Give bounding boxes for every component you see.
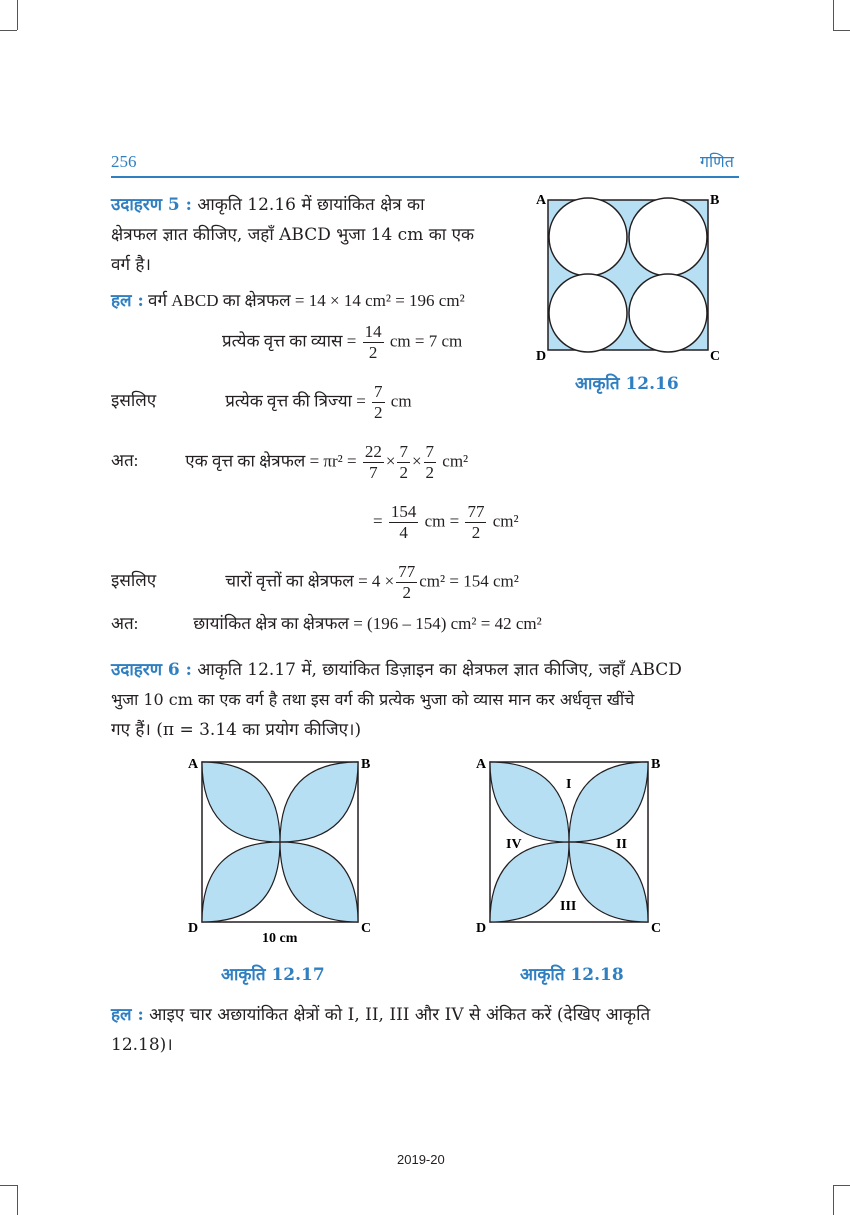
- fraction: [389, 502, 419, 543]
- example5-text-3: वर्ग है।: [111, 255, 151, 275]
- solution5-line1: [111, 288, 465, 311]
- equals: =: [373, 511, 383, 531]
- numerator: 7: [425, 442, 435, 461]
- result: cm² = 154 cm²: [419, 571, 519, 591]
- line-lead: इसलिए: [111, 571, 157, 591]
- fraction: [396, 562, 417, 603]
- figure-12-17: [180, 752, 380, 952]
- example5-paragraph: [111, 190, 511, 280]
- solution5-line3: [111, 382, 531, 423]
- circle-bottom-left: [549, 274, 627, 352]
- solution5-line2: [222, 322, 462, 363]
- fraction: [397, 442, 410, 483]
- region-label-iv: IV: [506, 837, 522, 852]
- line-lead: अत:: [111, 614, 139, 633]
- fraction: [424, 442, 437, 483]
- corner-d: D: [536, 349, 547, 364]
- denominator: 7: [369, 463, 378, 482]
- denominator: 2: [471, 523, 481, 542]
- corner-a: A: [536, 193, 547, 208]
- fraction: [372, 382, 385, 423]
- crop-mark-top-right-h: [833, 30, 850, 31]
- figure-12-16: [528, 188, 728, 368]
- denominator: 2: [368, 343, 378, 362]
- caption-12-17: आकृति 12.17: [221, 965, 325, 985]
- circle-top-left: [549, 198, 627, 276]
- solution5-line7: [111, 611, 542, 634]
- solution5-line4: अत: एक वृत्त का क्षेत्रफल = πr² = $\frac{22}{7}$ × $\frac{7}{2}$ × $\frac{7}{2}$ cm²: [111, 442, 469, 482]
- solution5-line6: [111, 562, 519, 603]
- solution5-label: हल :: [111, 291, 144, 311]
- side-length-label: 10 cm: [262, 931, 298, 946]
- line-lead: अत:: [111, 451, 139, 471]
- circle-top-right: [629, 198, 707, 276]
- numerator: 7: [374, 382, 383, 401]
- corner-c: C: [361, 921, 372, 936]
- shaded-area-result: छायांकित क्षेत्र का क्षेत्रफल = (196 – 154) cm² = 42 cm²: [193, 614, 542, 633]
- corner-b: B: [361, 757, 371, 772]
- numerator: 154: [390, 502, 417, 521]
- example6-label: उदाहरण 6 :: [111, 660, 192, 680]
- subject-title: गणित: [700, 152, 734, 171]
- region-label-ii: II: [616, 837, 627, 852]
- numerator: 77: [398, 562, 416, 581]
- corner-c: C: [651, 921, 662, 936]
- region-label-i: I: [566, 777, 572, 792]
- diameter-label: प्रत्येक वृत्त का व्यास =: [222, 331, 357, 351]
- page-number: 256: [111, 152, 137, 171]
- example6-text-2: भुजा 10 cm का एक वर्ग है तथा इस वर्ग की प्रत्येक भुजा को व्यास मान कर अर्धवृत्त खींचे: [111, 690, 635, 709]
- denominator: 2: [399, 463, 408, 482]
- example5-text-2: क्षेत्रफल ज्ञात कीजिए, जहाँ ABCD भुजा 14 cm का एक: [111, 225, 475, 245]
- crop-mark-bottom-right: [833, 1185, 834, 1215]
- solution6-text-2: 12.18)।: [111, 1035, 173, 1055]
- multiplier: 4 ×: [371, 571, 395, 591]
- figure-12-18: [470, 752, 670, 952]
- crop-mark-top-left-h: [0, 30, 17, 31]
- unit: cm²: [442, 451, 469, 471]
- radius-label: प्रत्येक वृत्त की त्रिज्या =: [225, 391, 366, 411]
- corner-d: D: [188, 921, 199, 936]
- corner-b: B: [710, 193, 720, 208]
- denominator: 2: [425, 463, 435, 482]
- crop-mark-bottom-right-h: [833, 1185, 850, 1186]
- example6-text-3: गए हैं। (π = 3.14 का प्रयोग कीजिए।): [111, 720, 362, 740]
- solution6-text-1: आइए चार अछायांकित क्षेत्रों को I, II, III और IV से अंकित करें (देखिए आकृति: [149, 1005, 651, 1025]
- denominator: 4: [399, 523, 408, 542]
- solution6-label: हल :: [111, 1005, 144, 1025]
- radius-unit: cm: [390, 391, 412, 411]
- fraction: [363, 322, 384, 363]
- example6-text-1: आकृति 12.17 में, छायांकित डिज़ाइन का क्षेत्रफल ज्ञात कीजिए, जहाँ ABCD: [197, 660, 682, 680]
- corner-a: A: [188, 757, 199, 772]
- fraction: [465, 502, 486, 543]
- four-circles-area-label: चारों वृत्तों का क्षेत्रफल =: [225, 571, 368, 591]
- corner-d: D: [476, 921, 487, 936]
- corner-a: A: [476, 757, 487, 772]
- solution5-line5: [373, 502, 519, 543]
- unit: cm²: [492, 511, 519, 531]
- caption-12-16: आकृति 12.16: [575, 374, 679, 394]
- unit-equals: cm =: [424, 511, 460, 531]
- numerator: 14: [364, 322, 382, 341]
- example5-label: उदाहरण 5 :: [111, 195, 192, 215]
- example6-paragraph: [111, 655, 741, 745]
- diameter-value: cm = 7 cm: [389, 331, 463, 351]
- corner-c: C: [710, 349, 721, 364]
- example5-text-1: आकृति 12.16 में छायांकित क्षेत्र का: [197, 195, 425, 215]
- denominator: 2: [402, 583, 412, 602]
- corner-b: B: [651, 757, 661, 772]
- region-label-iii: III: [560, 899, 577, 914]
- denominator: 2: [374, 403, 383, 422]
- area-square: वर्ग ABCD का क्षेत्रफल = 14 × 14 cm² = 196 cm²: [148, 291, 465, 310]
- crop-mark-bottom-left: [17, 1185, 18, 1215]
- footer-year: 2019-20: [397, 1152, 445, 1167]
- numerator: 22: [364, 442, 382, 461]
- numerator: 7: [399, 442, 408, 461]
- crop-mark-bottom-left-h: [0, 1185, 17, 1186]
- numerator: 77: [467, 502, 485, 521]
- crop-mark-top-right: [833, 0, 834, 30]
- line-lead: इसलिए: [111, 391, 157, 411]
- header-rule: [111, 176, 739, 178]
- circle-bottom-right: [629, 274, 707, 352]
- solution6-paragraph: [111, 1000, 741, 1060]
- crop-mark-top-left: [17, 0, 18, 30]
- fraction: [363, 442, 384, 483]
- caption-12-18: आकृति 12.18: [520, 965, 624, 985]
- circle-area-label: एक वृत्त का क्षेत्रफल = πr² =: [185, 451, 357, 471]
